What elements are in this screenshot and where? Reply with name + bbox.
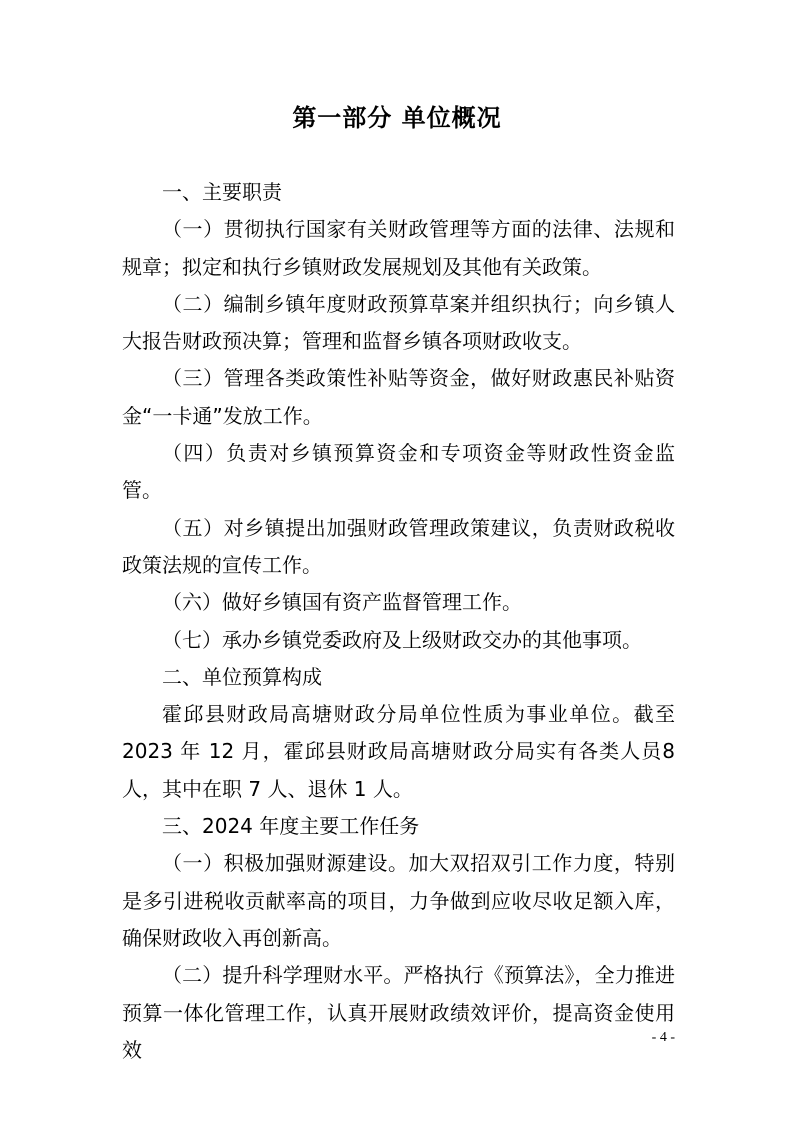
duty-paragraph-7: （七）承办乡镇党委政府及上级财政交办的其他事项。 bbox=[162, 627, 642, 652]
duty-paragraph-3: （三）管理各类政策性补贴等资金，做好财政惠民补贴资金“一卡通”发放工作。 bbox=[122, 366, 675, 428]
duty-paragraph-6: （六）做好乡镇国有资产监督管理工作。 bbox=[162, 590, 522, 615]
section-heading-budget-composition: 二、单位预算构成 bbox=[162, 664, 322, 689]
budget-composition-paragraph: 霍邱县财政局高塘财政分局单位性质为事业单位。截至2023 年 12 月，霍邱县财政局高塘财政分局实有各类人员8 人，其中在职 7 人、退休 1 人。 bbox=[122, 702, 675, 801]
duty-paragraph-1: （一）贯彻执行国家有关财政管理等方面的法律、法规和规章；拟定和执行乡镇财政发展规划及其他有关政策。 bbox=[122, 217, 675, 279]
section-heading-main-duties: 一、主要职责 bbox=[162, 180, 282, 204]
work-task-paragraph-1: （一）积极加强财源建设。加大双招双引工作力度，特别是多引进税收贡献率高的项目，力争做到应收尽收足额入库，确保财政收入再创新高。 bbox=[122, 851, 675, 950]
section-heading-work-tasks: 三、2024 年度主要工作任务 bbox=[162, 814, 420, 839]
duty-paragraph-5: （五）对乡镇提出加强财政管理政策建议，负责财政税收政策法规的宣传工作。 bbox=[122, 515, 675, 577]
page-number: - 4 - bbox=[651, 1030, 675, 1045]
page-title: 第一部分 单位概况 bbox=[292, 104, 502, 132]
duty-paragraph-2: （二）编制乡镇年度财政预算草案并组织执行；向乡镇人大报告财政预决算；管理和监督乡镇各项财政收支。 bbox=[122, 291, 675, 354]
document-body bbox=[122, 174, 675, 1069]
duty-paragraph-4: （四）负责对乡镇预算资金和专项资金等财政性资金监管。 bbox=[122, 441, 675, 503]
work-task-paragraph-2: （二）提升科学理财水平。严格执行《预算法》，全力推进预算一体化管理工作，认真开展财政绩效评价，提高资金使用效 bbox=[122, 963, 675, 1062]
